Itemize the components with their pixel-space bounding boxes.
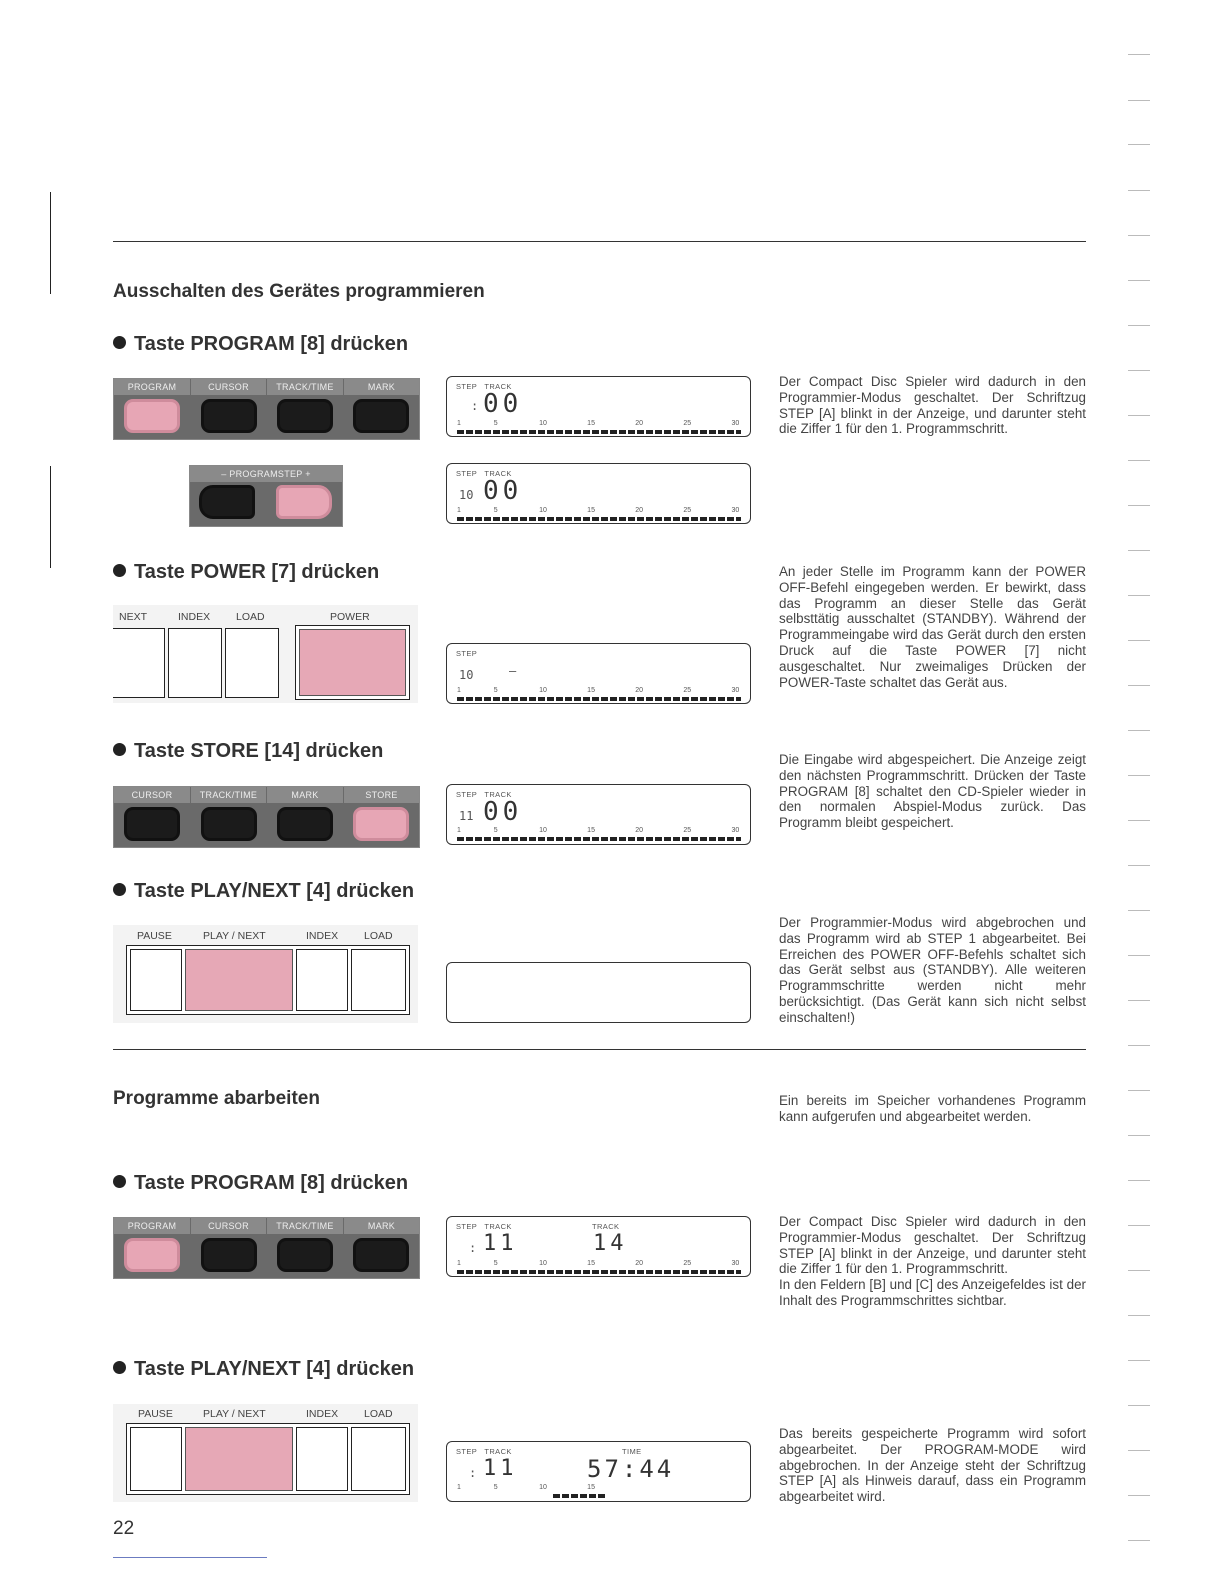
- cursor-button[interactable]: [124, 807, 180, 841]
- next-button[interactable]: [113, 628, 165, 698]
- lcd-display: [446, 784, 751, 845]
- panel-label: PROGRAM: [114, 379, 191, 395]
- index-button[interactable]: [168, 628, 222, 698]
- display-step: 10: [459, 668, 474, 682]
- track-time-button[interactable]: [277, 1238, 333, 1272]
- programstep-plus-button[interactable]: [276, 485, 332, 519]
- description-paragraph: Der Compact Disc Spieler wird dadurch in den Programmier-Modus geschaltet. Der Schriftzug STEP [A] blinkt in der Anzeige, und darunter steht die Ziffer 1 für den 1. Programmschritt.: [779, 1214, 1086, 1277]
- display-track: 00: [483, 797, 523, 827]
- panel-label: CURSOR: [191, 1218, 267, 1234]
- display-right-value: 14: [593, 1231, 628, 1256]
- step-title: Taste PLAY/NEXT [4] drücken: [113, 880, 414, 903]
- display-caption: STEP TRACK: [456, 790, 512, 799]
- play-next-button[interactable]: [185, 949, 293, 1011]
- footer-line: [113, 1557, 267, 1558]
- display-caption-right: TIME: [622, 1447, 642, 1456]
- page-number: 22: [113, 1518, 135, 1539]
- mark-button[interactable]: [277, 807, 333, 841]
- display-track: 00: [483, 389, 523, 419]
- panel-label: PAUSE: [137, 930, 172, 942]
- display-bar: [457, 837, 741, 841]
- load-button[interactable]: [225, 628, 279, 698]
- display-step: 10: [459, 488, 474, 502]
- panel-label: TRACK/TIME: [191, 787, 267, 803]
- step-description: Die Eingabe wird abgespeichert. Die Anzeige zeigt den nächsten Programmschritt. Drücken der Taste PROGRAM [8] schaltet den CD-Spieler wieder in den normalen Abspiel-Modus zurück. Das Programm bleibt gespeichert.: [779, 752, 1086, 831]
- index-button[interactable]: [296, 949, 348, 1011]
- display-scale: 1 5 10 15: [457, 1484, 595, 1491]
- panel-label: INDEX: [306, 1408, 339, 1420]
- step-title: Taste STORE [14] drücken: [113, 740, 383, 763]
- button-panel-play: [113, 1404, 418, 1502]
- load-button[interactable]: [351, 1427, 406, 1491]
- display-step: :: [471, 399, 479, 413]
- lcd-display: [446, 376, 751, 437]
- button-panel-program: [113, 378, 420, 440]
- panel-label: CURSOR: [114, 787, 191, 803]
- display-dash: –: [509, 664, 517, 678]
- mark-button[interactable]: [353, 399, 409, 433]
- panel-label: INDEX: [306, 930, 339, 942]
- panel-label: PROGRAM: [114, 1218, 191, 1234]
- bullet-icon: [113, 564, 126, 577]
- panel-label: LOAD: [364, 930, 393, 942]
- section-divider: [113, 241, 1086, 242]
- cursor-button[interactable]: [201, 399, 257, 433]
- panel-label: MARK: [344, 1218, 419, 1234]
- power-button[interactable]: [299, 629, 406, 696]
- panel-label: MARK: [344, 379, 419, 395]
- mark-button[interactable]: [353, 1238, 409, 1272]
- bullet-icon: [113, 743, 126, 756]
- step-title: Taste POWER [7] drücken: [113, 561, 379, 584]
- bullet-icon: [113, 1361, 126, 1374]
- display-bar: [457, 430, 741, 434]
- display-step: :: [469, 1241, 477, 1255]
- panel-label: LOAD: [364, 1408, 393, 1420]
- track-time-button[interactable]: [277, 399, 333, 433]
- display-caption: STEP TRACK: [456, 1447, 512, 1456]
- display-track: 11: [483, 1231, 518, 1256]
- panel-label: PAUSE: [138, 1408, 173, 1420]
- bullet-icon: [113, 1175, 126, 1188]
- panel-label: PLAY / NEXT: [203, 930, 266, 942]
- display-caption-right: TRACK: [592, 1222, 620, 1231]
- section-divider: [113, 1049, 1086, 1050]
- button-panel-power: [113, 605, 418, 703]
- lcd-display: [446, 1441, 751, 1502]
- step-description: Der Compact Disc Spieler wird dadurch in den Programmier-Modus geschaltet. Der Schriftzug STEP [A] blinkt in der Anzeige, und darunter steht die Ziffer 1 für den 1. Programmschritt.: [779, 374, 1086, 437]
- program-button[interactable]: [124, 399, 180, 433]
- button-panel-program: [113, 1217, 420, 1279]
- step-description: Das bereits gespeicherte Programm wird sofort abgearbeitet. Der PROGRAM-MODE wird abgebrochen. In der Anzeige steht der Schriftzug STEP [A] als Hinweis darauf, dass ein Programm abgearbeitet wird.: [779, 1426, 1086, 1505]
- step-description: Der Programmier-Modus wird abgebrochen und das Programm wird ab STEP 1 abgearbeitet. Bei Erreichen des POWER OFF-Befehls schaltet sich das Gerät selbst aus (STANDBY). Alle weiteren Programmschritte werden nicht mehr berücksichtigt. (Das Gerät kann sich nicht selbst einschalten!): [779, 915, 1086, 1025]
- step-title: Taste PLAY/NEXT [4] drücken: [113, 1358, 414, 1381]
- display-caption: STEP TRACK: [456, 1222, 512, 1231]
- load-button[interactable]: [351, 949, 406, 1011]
- display-scale: 1 5 10 15 20 25 30: [457, 420, 740, 427]
- panel-label: INDEX: [178, 611, 211, 623]
- bullet-icon: [113, 336, 126, 349]
- display-time: 57:44: [587, 1455, 675, 1483]
- display-caption: STEP: [456, 649, 478, 658]
- display-scale: 1 5 10 15 20 25 30: [457, 687, 740, 694]
- section-title: Programme abarbeiten: [113, 1088, 320, 1109]
- display-caption: STEP TRACK: [456, 382, 512, 391]
- panel-label: – PROGRAMSTEP +: [190, 466, 342, 482]
- store-button[interactable]: [353, 807, 409, 841]
- step-title: Taste PROGRAM [8] drücken: [113, 333, 408, 356]
- display-step: :: [469, 1466, 477, 1480]
- display-scale: 1 5 10 15 20 25 30: [457, 1260, 740, 1267]
- display-scale: 1 5 10 15 20 25 30: [457, 507, 740, 514]
- lcd-display-blank: [446, 962, 751, 1023]
- panel-label: TRACK/TIME: [267, 1218, 344, 1234]
- display-bar: [457, 697, 741, 701]
- crop-mark: [50, 466, 51, 568]
- panel-label: TRACK/TIME: [267, 379, 344, 395]
- bullet-icon: [113, 883, 126, 896]
- display-step: 11: [459, 809, 474, 823]
- step-title: Taste PROGRAM [8] drücken: [113, 1172, 408, 1195]
- display-bar: [457, 517, 741, 521]
- pause-button[interactable]: [130, 949, 182, 1011]
- panel-label: LOAD: [236, 611, 265, 623]
- lcd-display: [446, 463, 751, 524]
- lcd-display: [446, 643, 751, 704]
- display-track: 11: [483, 1456, 518, 1481]
- display-bar: [457, 1270, 741, 1274]
- button-panel-play: [113, 925, 418, 1023]
- description-paragraph: In den Feldern [B] und [C] des Anzeigefeldes ist der Inhalt des Programmschrittes sichtbar.: [779, 1277, 1086, 1308]
- display-caption: STEP TRACK: [456, 469, 512, 478]
- section-intro: Ein bereits im Speicher vorhandenes Programm kann aufgerufen und abgearbeitet werden.: [779, 1093, 1086, 1124]
- display-scale: 1 5 10 15 20 25 30: [457, 827, 740, 834]
- step-description: An jeder Stelle im Programm kann der POWER OFF-Befehl eingegeben werden. Er bewirkt, dass das Programm an dieser Stelle das Gerät selbsttätig ausschaltet (STANDBY). Während der Programmeingabe wird das Gerät durch den ersten Druck auf die Taste POWER [7] nicht ausgeschaltet. Nur zweimaliges Drücken der POWER-Taste schaltet das Gerät aus.: [779, 564, 1086, 690]
- crop-mark: [50, 192, 51, 294]
- display-bar: [553, 1494, 607, 1498]
- panel-label: PLAY / NEXT: [203, 1408, 266, 1420]
- program-button[interactable]: [124, 1238, 180, 1272]
- panel-label: NEXT: [119, 611, 148, 623]
- index-button[interactable]: [296, 1427, 348, 1491]
- button-panel-store: [113, 786, 420, 848]
- panel-label: CURSOR: [191, 379, 267, 395]
- track-time-button[interactable]: [201, 807, 257, 841]
- programstep-minus-button[interactable]: [199, 485, 255, 519]
- lcd-display: [446, 1216, 751, 1277]
- panel-label: POWER: [330, 611, 370, 623]
- panel-label: STORE: [344, 787, 419, 803]
- section-title: Ausschalten des Gerätes programmieren: [113, 281, 485, 302]
- cursor-button[interactable]: [201, 1238, 257, 1272]
- panel-label: MARK: [267, 787, 344, 803]
- step-description: [779, 1214, 1086, 1309]
- play-next-button[interactable]: [185, 1427, 293, 1491]
- display-track: 00: [483, 476, 523, 506]
- pause-button[interactable]: [130, 1427, 182, 1491]
- programstep-panel: [189, 465, 343, 527]
